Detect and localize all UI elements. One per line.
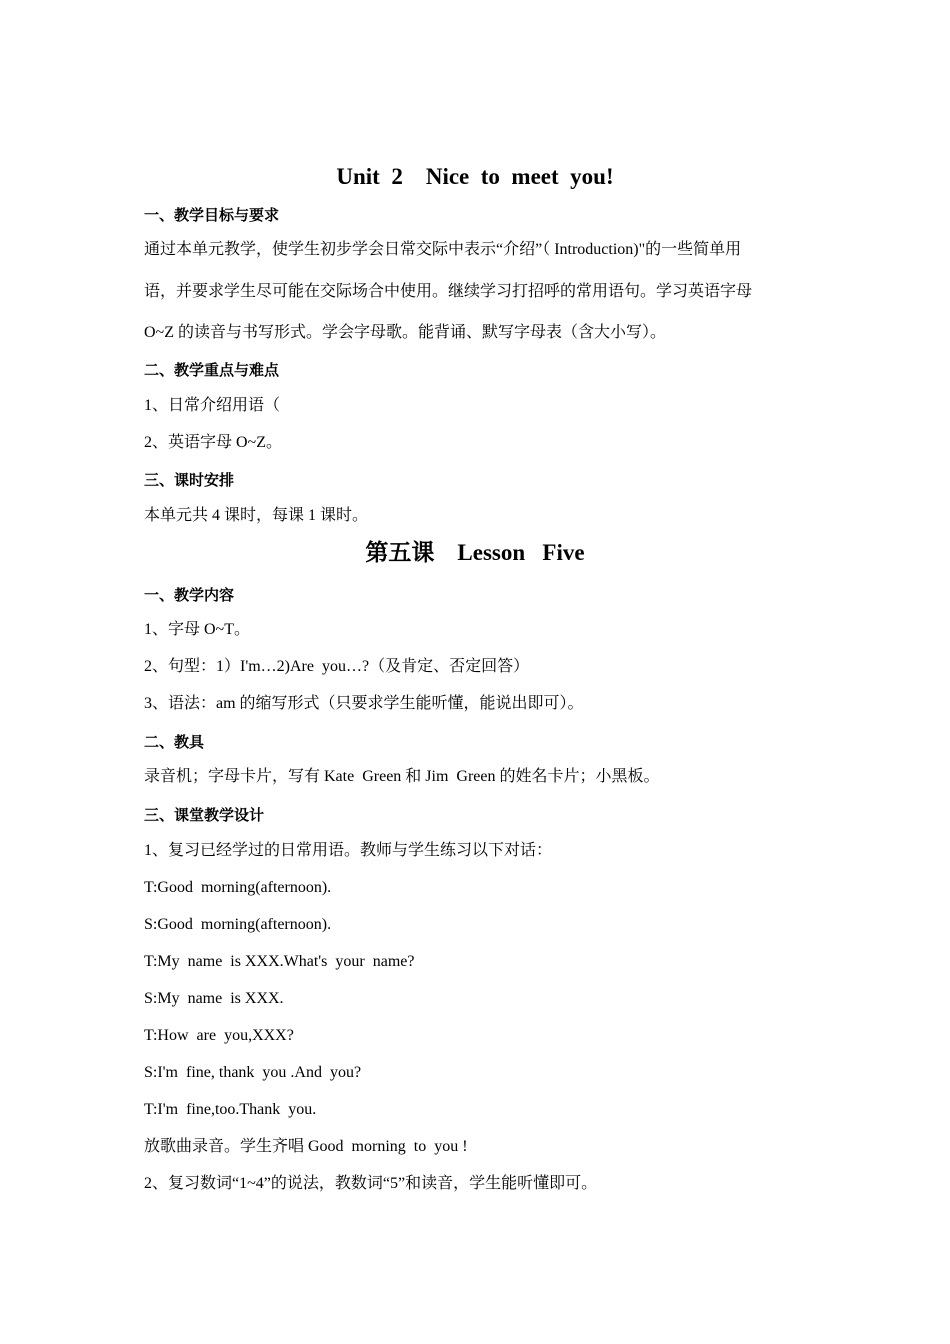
section-heading-content: 一、教学内容 [144,586,235,604]
goals-paragraph-line-3: O~Z 的读音与书写形式。学会字母歌。能背诵、默写字母表（含大小写）。 [144,324,666,341]
lesson-title: 第五课 Lesson Five [365,540,585,565]
unit-title: Unit 2 Nice to meet you! [336,164,614,189]
section-heading-schedule: 三、课时安排 [144,471,235,489]
key-point-item-2: 2、英语字母 O~Z。 [144,434,282,451]
content-item-2: 2、句型：1）I'm…2)Are you…?（及肯定、否定回答） [144,658,530,675]
dialogue-line: T:I'm fine,too.Thank you. [144,1101,317,1118]
dialogue-line: T:My name is XXX.What's your name? [144,953,415,970]
teaching-step-2: 2、复习数词“1~4”的说法，教数词“5”和读音，学生能听懂即可。 [144,1175,598,1192]
section-heading-key-points: 二、教学重点与难点 [144,361,280,379]
dialogue-line: T:How are you,XXX? [144,1027,294,1044]
dialogue-line: T:Good morning(afternoon). [144,879,332,896]
schedule-paragraph: 本单元共 4 课时，每课 1 课时。 [144,507,369,524]
content-item-3: 3、语法：am 的缩写形式（只要求学生能听懂，能说出即可）。 [144,695,584,712]
goals-paragraph-line-1: 通过本单元教学，使学生初步学会日常交际中表示“介绍”（ Introduction)"的一些简单用 [144,241,742,258]
song-instruction: 放歌曲录音。学生齐唱 Good morning to you ! [144,1138,468,1155]
section-heading-teaching-design: 三、课堂教学设计 [144,806,265,824]
dialogue-line: S:I'm fine, thank you .And you? [144,1064,362,1081]
content-item-1: 1、字母 O~T。 [144,621,250,638]
dialogue-line: S:My name is XXX. [144,990,284,1007]
goals-paragraph-line-2: 语，并要求学生尽可能在交际场合中使用。继续学习打招呼的常用语句。学习英语字母 [144,283,753,300]
section-heading-goals: 一、教学目标与要求 [144,206,280,224]
materials-paragraph: 录音机；字母卡片，写有 Kate Green 和 Jim Green 的姓名卡片；小黑板。 [144,768,660,785]
teaching-step-1: 1、复习已经学过的日常用语。教师与学生练习以下对话： [144,842,553,859]
section-heading-materials: 二、教具 [144,733,205,751]
key-point-item-1: 1、日常介绍用语（ [144,397,281,414]
dialogue-line: S:Good morning(afternoon). [144,916,332,933]
